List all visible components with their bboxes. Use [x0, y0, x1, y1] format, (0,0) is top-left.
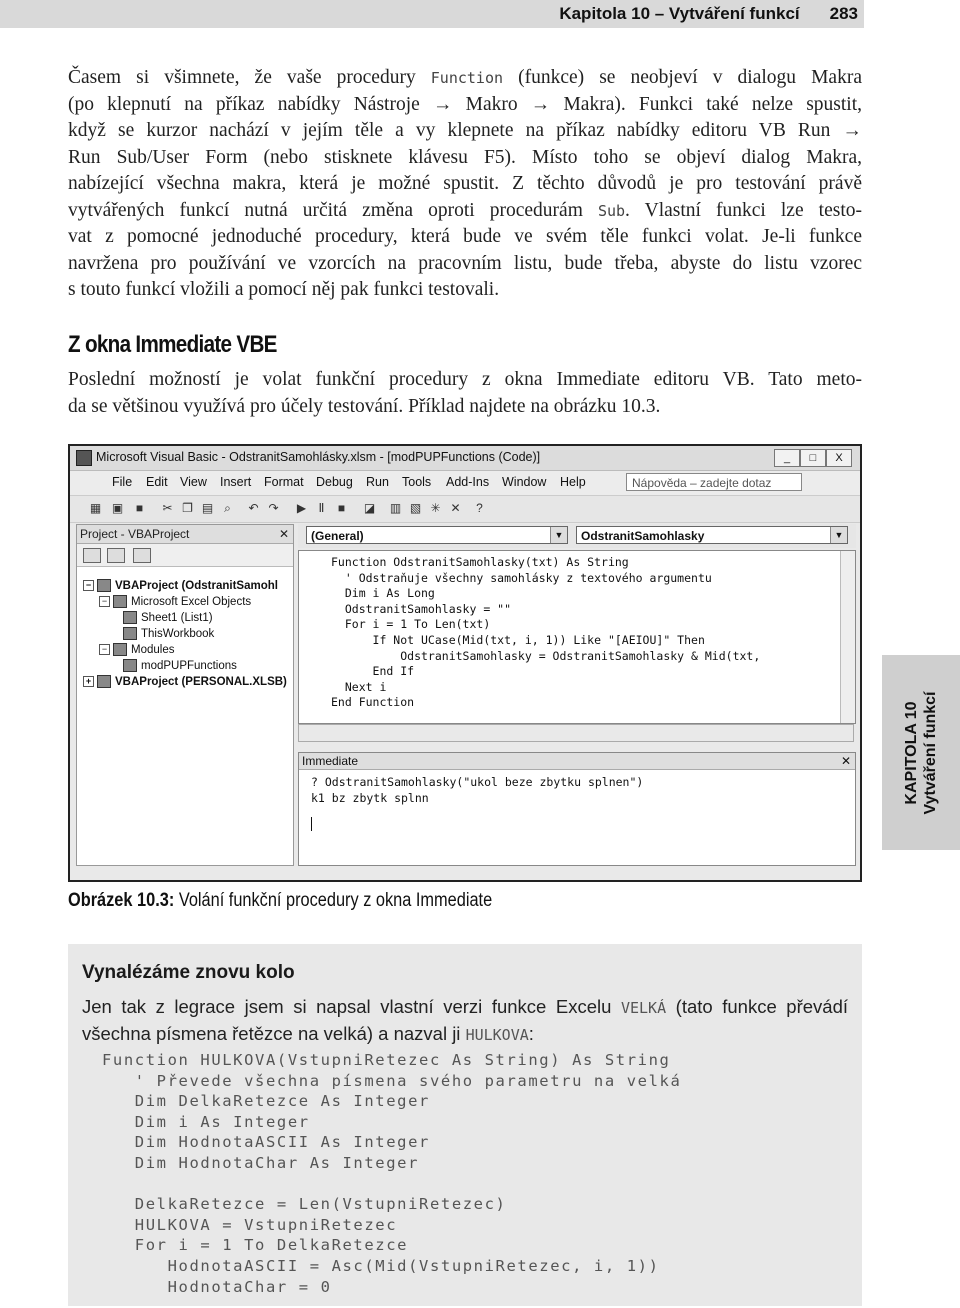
project-explorer-label: Project - VBAProject: [80, 527, 190, 541]
paste-icon[interactable]: ▤: [201, 501, 214, 515]
text-line: vat z pomocné jednoduché procedury, která bude ve svém těle funkci volat. Je-li funkce: [68, 226, 862, 247]
side-tab-line2: Vytváření funkcí: [922, 690, 939, 815]
code-line: For i = 1 To DelkaRetezce: [102, 1236, 409, 1255]
help-search-input[interactable]: Nápověda – zadejte dotaz: [626, 473, 802, 491]
find-icon[interactable]: ⌕: [224, 501, 231, 515]
code-line: Dim DelkaRetezce As Integer: [102, 1092, 430, 1111]
text-line: Poslední možností je volat funkční procedury z okna Immediate editoru VB. Tato meto-: [68, 369, 862, 390]
text-line: s touto funkcí vložili a pomocí něj pak funkci testovali.: [68, 279, 500, 300]
text-line: (po klepnutí na příkaz nabídky Nástroje → Makro → Makra). Funkci také nelze spustit,: [68, 93, 862, 115]
immediate-command: ? OdstranitSamohlasky("ukol beze zbytku splnen"): [311, 775, 644, 789]
tree-item-thisworkbook[interactable]: ThisWorkbook: [123, 627, 214, 641]
menu-addins[interactable]: Add-Ins: [446, 475, 490, 489]
menu-file[interactable]: File: [112, 475, 133, 489]
save-icon[interactable]: ■: [135, 501, 144, 515]
close-icon[interactable]: ✕: [840, 754, 851, 768]
copy-icon[interactable]: ❐: [182, 501, 193, 515]
text-line: Run Sub/User Form (nebo stisknete klávesu F5). Místo toho se objeví dialog Makra,: [68, 146, 862, 168]
folder-icon: [113, 595, 127, 608]
text-line: Časem si všimnete, že vaše procedury Function (funkce) se neobjeví v dialogu Makra: [68, 67, 862, 88]
box-title: Vynalézáme znovu kolo: [82, 962, 295, 983]
section-heading: Z okna Immediate VBE: [68, 331, 277, 358]
menu-edit[interactable]: Edit: [146, 475, 168, 489]
immediate-window[interactable]: [298, 752, 856, 866]
procedure-combo[interactable]: OdstranitSamohlasky ▼: [576, 526, 848, 544]
code-line: Dim HodnotaASCII As Integer: [102, 1133, 430, 1152]
minimize-button[interactable]: _: [774, 449, 800, 467]
code-line: Function HULKOVA(VstupniRetezec As String) As String: [102, 1051, 671, 1069]
menu-insert[interactable]: Insert: [220, 475, 252, 489]
code-line: ' Převede všechna písmena svého parametru na velká: [102, 1071, 682, 1090]
toolbox-icon[interactable]: ✕: [450, 501, 461, 515]
text-line: Jen tak z legrace jsem si napsal vlastní verzi funkce Excelu VELKÁ (tato funkce převádí: [82, 996, 849, 1017]
code-line: For i = 1 To Len(txt): [331, 617, 491, 632]
code-combos: [298, 524, 856, 548]
chevron-down-icon[interactable]: ▼: [550, 527, 567, 543]
window-titlebar: [70, 446, 860, 471]
text-line: nabízející všechna makra, která je možné spustit. Z těchto důvodů je pro testování právě: [68, 173, 862, 194]
redo-icon[interactable]: ↷: [268, 501, 279, 515]
vertical-scrollbar[interactable]: [840, 551, 855, 723]
maximize-button[interactable]: □: [800, 449, 826, 467]
figure-caption: [68, 890, 492, 912]
view-object-icon[interactable]: [107, 548, 125, 563]
horizontal-scrollbar[interactable]: [298, 724, 854, 742]
run-icon[interactable]: ▶: [296, 501, 307, 515]
design-mode-icon[interactable]: ◪: [363, 501, 376, 515]
sidebar-box: [68, 944, 862, 1306]
menu-bar: [70, 471, 860, 496]
menu-tools[interactable]: Tools: [402, 475, 432, 489]
code-line: End Function: [331, 695, 415, 710]
immediate-title: [299, 753, 855, 770]
project-explorer-title: [77, 525, 293, 544]
code-line: Dim i As Integer: [102, 1112, 310, 1131]
text-line: vytvářených funkcí nutná určitá změna oproti procedurám Sub. Vlastní funkci lze testo-: [68, 199, 862, 221]
code-line: OdstranitSamohlasky = OdstranitSamohlasky & Mid(txt,: [331, 648, 761, 663]
text-line: navržena pro používání ve vzorcích na pracovním listu, bude třeba, abyste do listu vzorec: [68, 252, 862, 274]
code-line: OdstranitSamohlasky = "": [331, 601, 512, 616]
inline-code: VELKÁ: [620, 999, 667, 1017]
expand-icon[interactable]: +: [83, 676, 94, 687]
object-browser-icon[interactable]: ✳: [430, 501, 441, 515]
close-button[interactable]: X: [826, 449, 852, 467]
collapse-icon[interactable]: −: [99, 596, 110, 607]
project-toolbar: [77, 544, 293, 567]
menu-help[interactable]: Help: [560, 475, 586, 489]
inline-code: Function: [430, 69, 504, 87]
code-line: DelkaRetezce = Len(VstupniRetezec): [102, 1195, 507, 1214]
tree-item-vbaproject[interactable]: − VBAProject (OdstranitSamohl: [83, 579, 278, 593]
menu-view[interactable]: View: [180, 475, 207, 489]
code-line: Function OdstranitSamohlasky(txt) As String: [331, 555, 629, 569]
tree-item-excel-objects[interactable]: − Microsoft Excel Objects: [99, 595, 251, 609]
tree-item-modules[interactable]: − Modules: [99, 643, 174, 657]
collapse-icon[interactable]: −: [83, 580, 94, 591]
chapter-title: Kapitola 10 – Vytváření funkcí: [559, 4, 800, 23]
caption-label: Obrázek 10.3:: [68, 890, 175, 911]
code-line: ' Odstraňuje všechny samohlásky z textového argumentu: [331, 570, 712, 585]
folder-icon: [113, 643, 127, 656]
code-line: If Not UCase(Mid(txt, i, 1)) Like "[AEIOU]" Then: [331, 633, 705, 647]
project-icon: [97, 675, 111, 688]
undo-icon[interactable]: ↶: [248, 501, 259, 515]
reset-icon[interactable]: ■: [337, 501, 346, 515]
project-explorer-icon[interactable]: ▥: [389, 501, 402, 515]
workbook-icon: [123, 627, 137, 640]
view-code-icon[interactable]: [83, 548, 101, 563]
code-line: HULKOVA = VstupniRetezec: [102, 1215, 398, 1234]
sheet-icon: [123, 611, 137, 624]
inline-code: HULKOVA: [465, 1026, 529, 1044]
side-tab-line1: KAPITOLA 10: [903, 700, 920, 805]
tree-item-modpupfunctions[interactable]: modPUPFunctions: [123, 659, 237, 673]
code-editor[interactable]: [298, 550, 856, 724]
vbe-app-icon: [76, 450, 92, 466]
page-number: 283: [829, 4, 858, 23]
immediate-result: k1 bz zbytk splnn: [311, 791, 429, 805]
side-tab-label: [902, 691, 940, 814]
tree-item-sheet1[interactable]: Sheet1 (List1): [123, 611, 213, 625]
code-line: HodnotaChar = 0: [102, 1277, 332, 1296]
text-line: když se kurzor nachází v jejím těle a vy klepnete na příkaz nabídky editoru VB Run →: [68, 120, 862, 141]
menu-run[interactable]: Run: [366, 475, 389, 489]
text-caret: [311, 817, 312, 831]
vbe-screenshot: [68, 444, 862, 882]
code-line: Dim i As Long: [331, 586, 435, 601]
paragraph-intro: [68, 65, 862, 304]
paragraph-immediate: [68, 367, 862, 420]
collapse-icon[interactable]: −: [99, 644, 110, 655]
menu-debug[interactable]: Debug: [316, 475, 353, 489]
text-line: všechna písmena řetězce na velká) a nazval ji HULKOVA:: [82, 1023, 534, 1044]
excel-view-icon[interactable]: ▦: [89, 501, 102, 515]
module-icon: [123, 659, 137, 672]
inline-code: Sub: [597, 201, 626, 220]
chevron-down-icon[interactable]: ▼: [830, 527, 847, 543]
menu-window[interactable]: Window: [502, 475, 547, 489]
text-line: da se většinou využívá pro účely testování. Příklad najdete na obrázku 10.3.: [68, 395, 661, 417]
cut-icon[interactable]: ✂: [162, 501, 173, 515]
project-explorer: [76, 524, 294, 866]
running-header: [559, 0, 858, 28]
project-icon: [97, 579, 111, 592]
code-line: Dim HodnotaChar As Integer: [102, 1154, 420, 1172]
window-title: Microsoft Visual Basic - OdstranitSamohlásky.xlsm - [modPUPFunctions (Code)]: [96, 450, 541, 464]
box-paragraph: [82, 994, 848, 1048]
help-icon[interactable]: ?: [476, 501, 483, 515]
immediate-label: Immediate: [302, 754, 359, 768]
break-icon[interactable]: Ⅱ: [318, 501, 325, 515]
standard-toolbar: [70, 496, 860, 523]
close-icon[interactable]: ✕: [278, 527, 289, 541]
insert-module-icon[interactable]: ▣: [111, 501, 124, 515]
menu-format[interactable]: Format: [264, 475, 304, 489]
object-combo[interactable]: (General) ▼: [306, 526, 568, 544]
code-line: HodnotaASCII = Asc(Mid(VstupniRetezec, i, 1)): [102, 1257, 660, 1275]
chapter-side-tab: [882, 655, 960, 850]
code-line: End If: [331, 664, 415, 679]
tree-item-personal[interactable]: + VBAProject (PERSONAL.XLSB): [83, 675, 287, 689]
properties-icon[interactable]: ▧: [409, 501, 422, 515]
caption-text: Volání funkční procedury z okna Immediate: [174, 890, 493, 911]
code-line: Next i: [331, 679, 387, 694]
toggle-folders-icon[interactable]: [133, 548, 151, 563]
